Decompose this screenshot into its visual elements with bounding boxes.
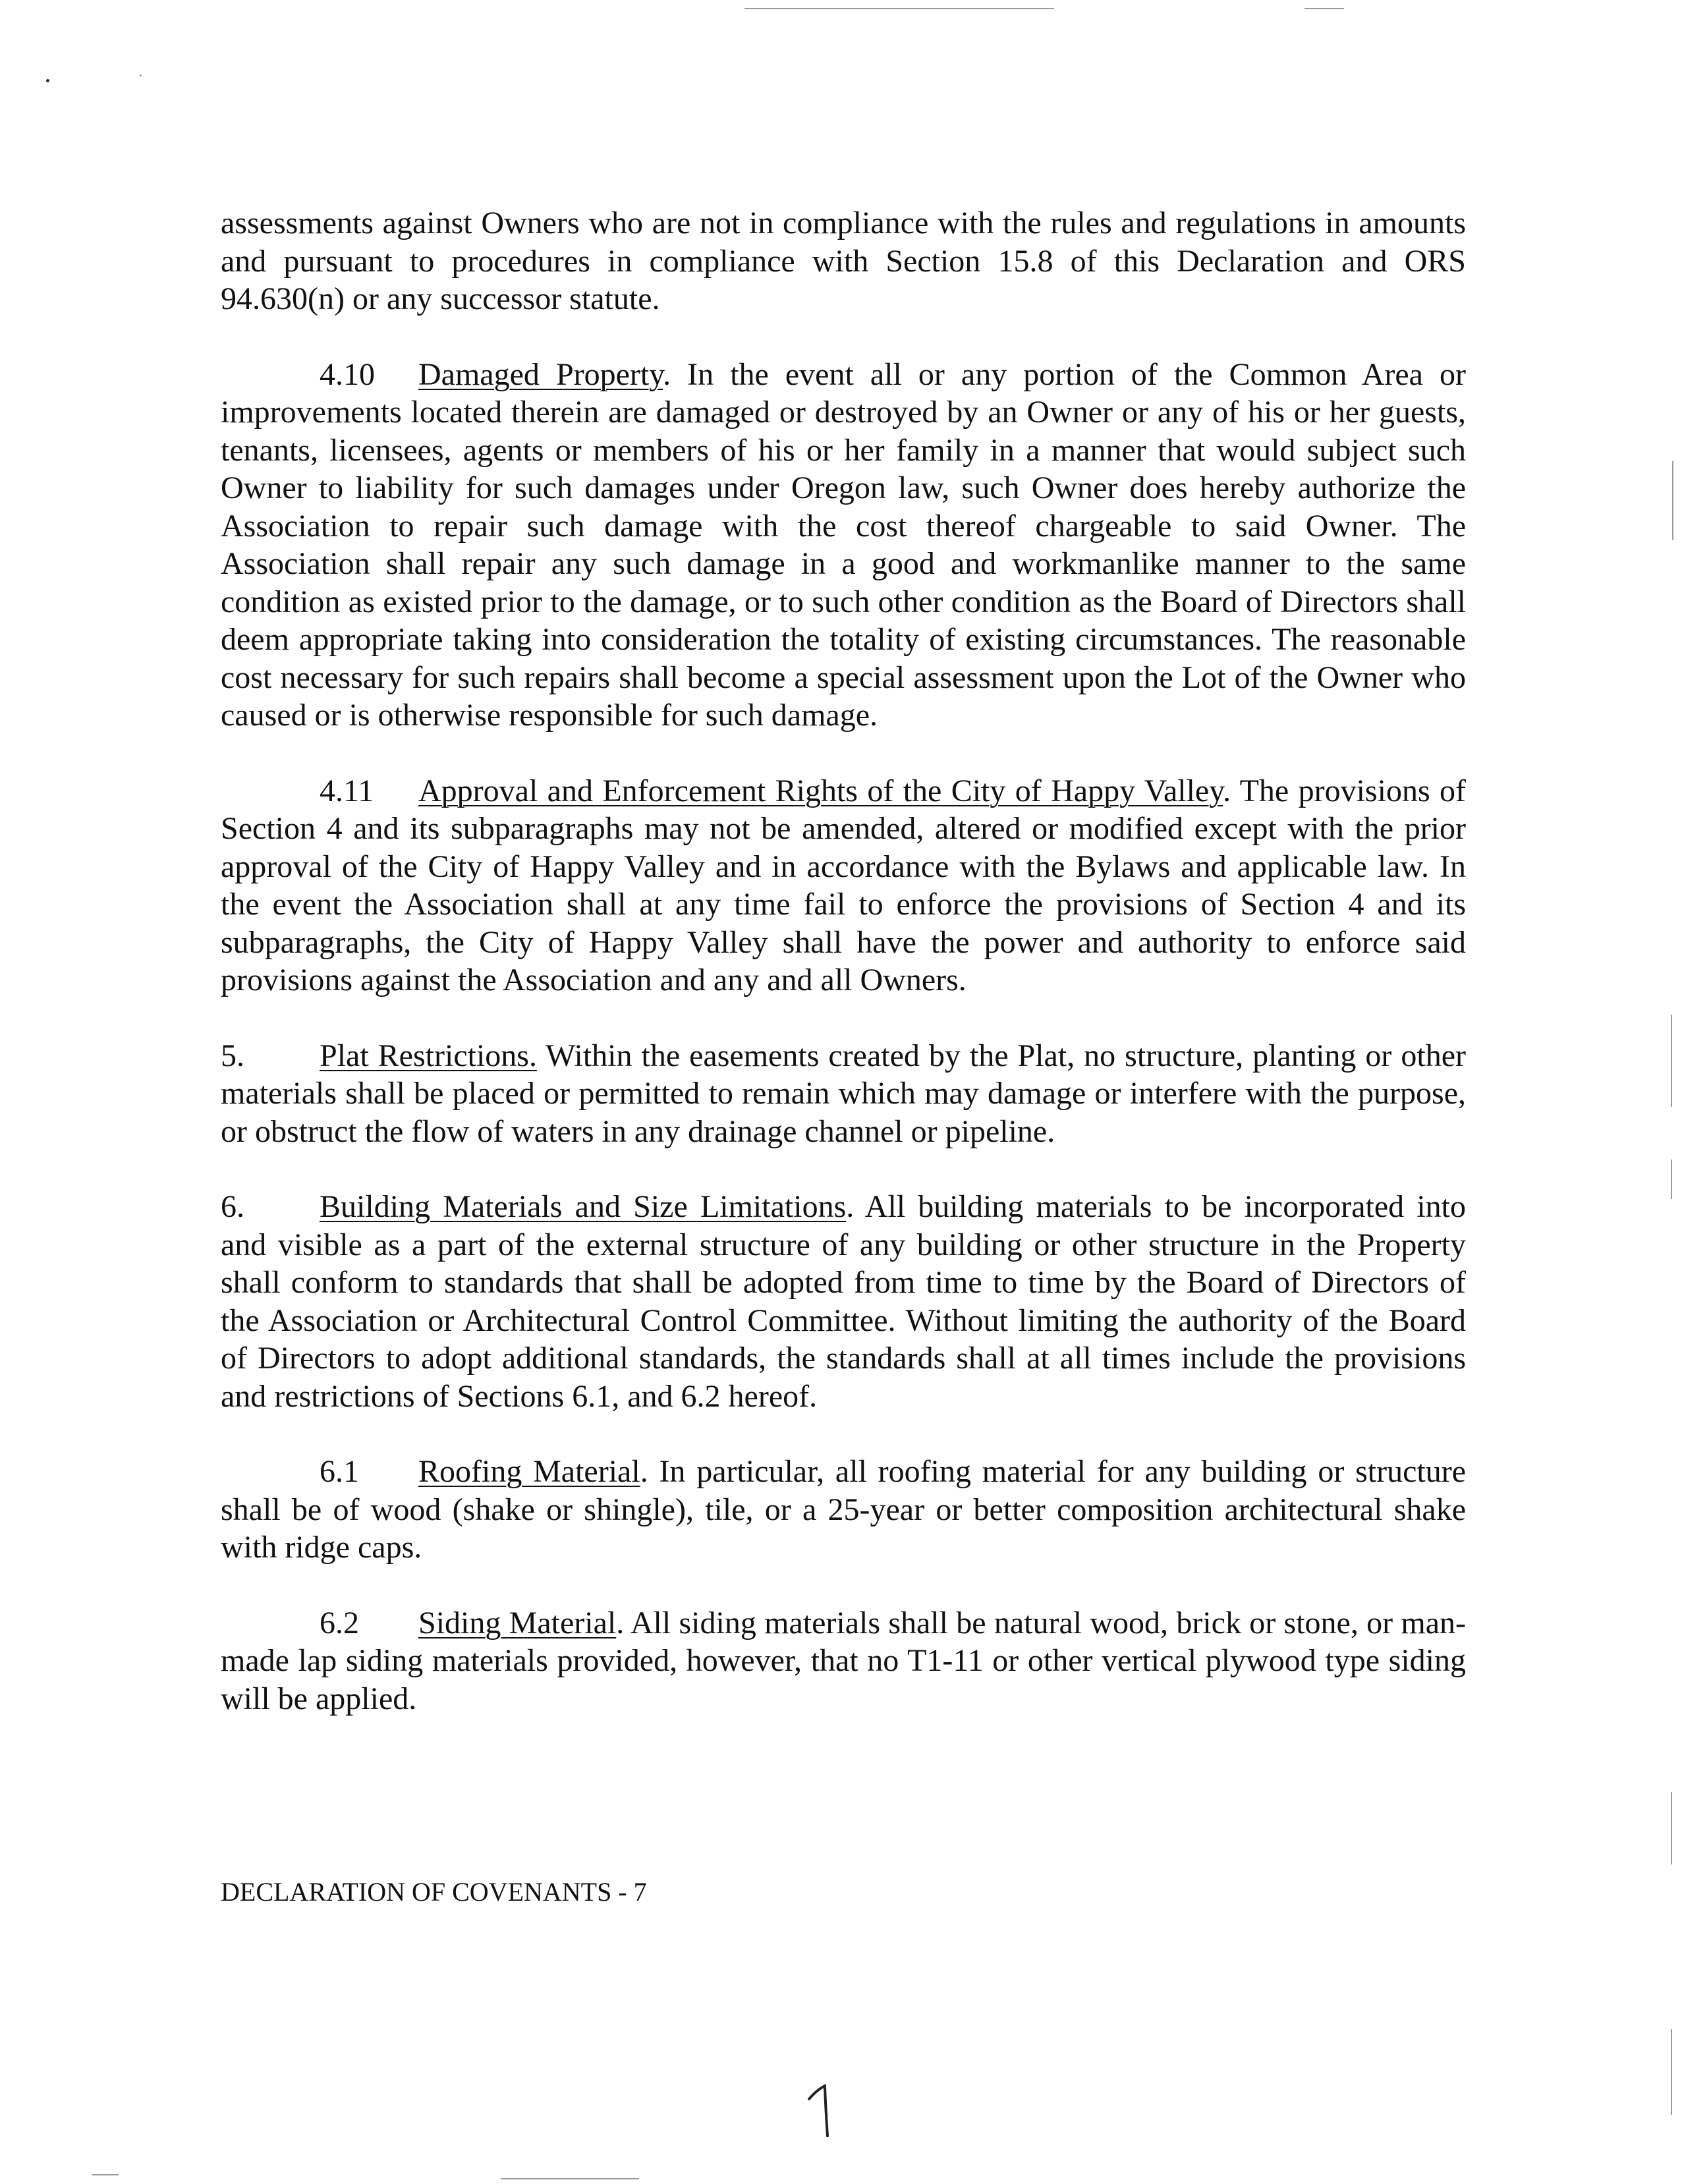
section-heading: Roofing Material (418, 1454, 640, 1489)
section-number: 6. (221, 1189, 244, 1224)
section-number: 6.2 (320, 1605, 359, 1640)
section-heading: Building Materials and Size Limitations (320, 1189, 847, 1224)
paragraph-assessments-continuation (221, 204, 1466, 318)
paragraph-text: Within the easements created by the Plat, no structure, planting or other materials shall be placed or permitted to remain which may damage or interfere with the purpose, or obstruct the flow of waters in any drainage channel or pipeline. (221, 1038, 1467, 1149)
paragraph-text: All building materials to be incorporated into and visible as a part of the external structure of any building or other structure in the Property shall conform to standards that shall be adopted from time to time by the Board of Directors of the Association or Architectural Control Committee. Without limiting the authority of the Board of Directors to adopt additional standards, the standards shall at all times include the provisions and restrictions of Sections 6.1, and 6.2 hereof. (221, 1189, 1466, 1414)
paragraph-5-plat-restrictions (221, 1037, 1466, 1151)
section-heading: Approval and Enforcement Rights of the City of Happy Valley (418, 773, 1223, 808)
scan-mark-bottom-left (92, 2174, 119, 2175)
paragraph-6-1-roofing-material (221, 1453, 1466, 1567)
paragraph-4-11-approval-enforcement (221, 772, 1466, 999)
scan-mark-bottom (501, 2178, 639, 2179)
handwritten-page-mark (805, 2081, 845, 2140)
scan-margin-line-4 (1671, 1792, 1672, 1864)
paragraph-text: assessments against Owners who are not in compliance with the rules and regulations in amounts and pursuant to procedures in compliance with Section 15.8 of this Declaration and ORS 94.630(n) or any successor statute. (221, 206, 1466, 316)
scan-margin-line-3 (1671, 1160, 1672, 1199)
section-number: 5. (221, 1038, 244, 1073)
scan-speck-left-2 (140, 74, 142, 76)
scan-speck-left (46, 79, 49, 82)
scan-margin-line-1 (1672, 461, 1673, 540)
paragraph-4-10-damaged-property (221, 356, 1466, 735)
section-number: 4.11 (320, 773, 374, 808)
paragraph-text: In particular, all roofing material for any building or structure shall be of wood (shake or shingle), tile, or a 25-year or better composition architectural shake with ridge caps. (221, 1454, 1467, 1565)
paragraph-text: All siding materials shall be natural wood, brick or stone, or man-made lap siding materials provided, however, that no T1-11 or other vertical plywood type siding will be applied. (221, 1605, 1466, 1716)
document-body (221, 204, 1466, 1755)
paragraph-6-building-materials (221, 1188, 1466, 1415)
section-heading: Damaged Property (418, 356, 663, 392)
paragraph-text: The provisions of Section 4 and its subparagraphs may not be amended, altered or modified except with the prior approval of the City of Happy Valley and in accordance with the Bylaws and applicable law. In the event the Association shall at any time fail to enforce the provisions of Section 4 and its subparagraphs, the City of Happy Valley shall have the power and authority to enforce said provisions against the Association and any and all Owners. (221, 773, 1466, 997)
scan-mark-top (744, 8, 1054, 9)
heading-punctuation: . (616, 1605, 625, 1640)
heading-punctuation: . (1223, 773, 1231, 808)
page-footer: DECLARATION OF COVENANTS - 7 (221, 1877, 647, 1907)
heading-punctuation: . (640, 1454, 648, 1489)
section-heading: Siding Material (418, 1605, 617, 1640)
section-number: 6.1 (320, 1454, 359, 1489)
heading-punctuation: . (663, 356, 671, 392)
section-number: 4.10 (320, 356, 375, 392)
paragraph-text: In the event all or any portion of the Common Area or improvements located therein are damaged or destroyed by an Owner or any of his or her guests, tenants, licensees, agents or members of his or her family in a manner that would subject such Owner to liability for such damages under Oregon law, such Owner does hereby authorize the Association to repair such damage with the cost thereof chargeable to said Owner. The Association shall repair any such damage in a good and workmanlike manner to the same condition as existed prior to the damage, or to such other condition as the Board of Directors shall deem appropriate taking into consideration the totality of existing circumstances. The reasonable cost necessary for such repairs shall become a special assessment upon the Lot of the Owner who caused or is otherwise responsible for such damage. (221, 356, 1466, 733)
scan-margin-line-5 (1671, 2029, 1672, 2115)
heading-punctuation: . (846, 1189, 855, 1224)
scan-margin-line-2 (1671, 1015, 1672, 1107)
scan-mark-top-right (1304, 8, 1344, 9)
section-heading: Plat Restrictions. (320, 1038, 537, 1073)
paragraph-6-2-siding-material (221, 1604, 1466, 1718)
